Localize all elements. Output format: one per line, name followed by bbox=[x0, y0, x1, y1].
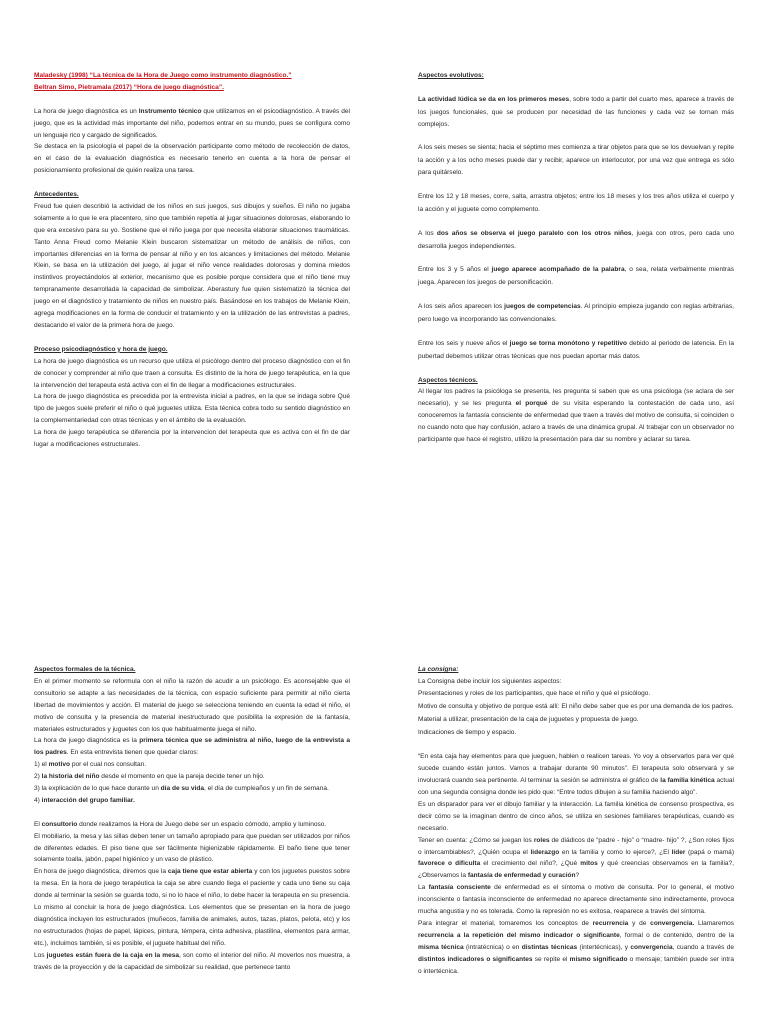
consigna-item-3: Material a utilizar, presentación de la caja de juguetes y propuesta de juego. bbox=[418, 715, 639, 723]
disparador-paragraph: Es un disparador para ver el dibujo familiar y la interacción. La familia kinética de consenso prospectiva, es decir cómo se la imaginan dentro de cinco años, se utiliza en sesiones familiares terapéuticas, cuando es necesario. bbox=[418, 800, 734, 832]
antecedentes-heading: Antecedentes. bbox=[34, 191, 79, 199]
left-top-column bbox=[34, 70, 350, 451]
consigna-item-1: Presentaciones y roles de los participantes, que hace el niño y qué el psicólogo. bbox=[418, 689, 651, 697]
tecnicos-paragraph: Al llegar los padres la psicóloga se presenta, les pregunta si saben que es una psicóloga (se aclara de ser necesario), y se les pregunta el porqué de su visita esperando la contestación de cada uno, así conoceremos la fantasía consciente de enfermedad que traen a través del motivo de consulta, si coinciden o no cuando noto que hay confusión, aclaro a través de una dinámica grupal. Al trabajar con un observador no participante que hace el registro, utilizo la presentación para dar su nombre y aclarar su tarea. bbox=[418, 388, 735, 444]
left-bottom-column bbox=[34, 664, 350, 974]
consigna-intro: La Consigna debe incluir los siguientes aspectos: bbox=[418, 677, 562, 685]
evolutivo-item-4: A los dos años se observa el juego paralelo con los otros niños, juega con otros, pero cada uno desarrolla juegos independientes. bbox=[418, 229, 735, 250]
consultorio-paragraph: El consultorio donde realizamos la Hora de Juego debe ser un espacio cómodo, amplio y luminoso. bbox=[34, 820, 327, 828]
consigna-heading: La consigna: bbox=[418, 666, 459, 673]
formales-paragraph-2: La hora de juego diagnóstica es la primera técnica que se administra al niño, luego de la entrevista a los padres. En esta entrevista tienen que quedar claros: bbox=[34, 737, 350, 757]
tener-en-cuenta-paragraph: Tener en cuenta: ¿Cómo se juegan los roles de diádicos de “padre - hijo” o “madre- hijo” ?, ¿Son roles fijos o intercambiables?, ¿Quién ocupa el liderazgo en la familia y como lo ejerce?, ¿El líder (papá o mamá) favorece o dificulta el crecimiento del niño?, ¿Qué mitos y qué creencias observamos en la familia?, ¿Observamos la fantasía de enfermedad y curación? bbox=[418, 836, 735, 880]
tecnicos-heading: Aspectos técnicos. bbox=[418, 376, 478, 384]
evolutivo-item-7: Entre los seis y nueve años el juego se torna monótono y repetitivo debido al periodo de latencia. En la pubertad debemos utilizar otras técnicas que nos puedan aportar más datos. bbox=[418, 339, 734, 360]
formales-list-3: 3) la explicación de lo que hace durante un día de su vida, el día de cumpleaños y un fin de semana. bbox=[34, 785, 329, 793]
formales-heading: Aspectos formales de la técnica. bbox=[34, 666, 136, 673]
evolutivo-item-6: A los seis años aparecen los juegos de competencias. Al principio empieza jugando con reglas arbitrarias, pero luego va incorporando las convencionales. bbox=[418, 303, 734, 324]
consigna-quote-paragraph: “En esta caja hay elementos para que jueguen, hablen o realicen tareas. Yo voy a observarlos para ver qué sucede cuando están juntos. Vamos a trabajar durante 90 minutos”. El terapeuta solo observará y se involucrará cuando sea pertinente. Al terminar la sesión se administra el gráfico de la familia kinética actual con una segunda consigna donde les pido que: “Entre todos dibujen a su familia haciendo algo”. bbox=[418, 753, 734, 797]
evolutivo-item-1: La actividad lúdica se da en los primeros meses, sobre todo a partir del cuarto mes, aparece a través de los juegos funcionales, que se producen por necesidad de las funciones y cada vez se tornan más complejos. bbox=[418, 95, 734, 128]
formales-list-4: 4) interacción del grupo familiar. bbox=[34, 796, 135, 804]
mobiliario-paragraph: El mobiliario, la mesa y las sillas deben tener un tamaño apropiado para que puedan ser utilizados por niños de diferentes edades. El piso tiene que ser fácilmente higienizable rápidamente. El baño tiene que tener solamente toalla, jabón, papel higiénico y un vaso de plástico. bbox=[34, 832, 350, 864]
right-top-column bbox=[418, 70, 734, 446]
proceso-heading: Proceso psicodiagnóstico y hora de juego. bbox=[34, 345, 168, 353]
intro-paragraph-2: Se destaca en la psicología el papel de la observación participante como método de recolección de datos, en el caso de la evaluación diagnóstica es necesario tenerlo en cuenta a la hora de pensar el posicionamiento profesional de quién realiza una tarea. bbox=[34, 143, 350, 175]
evolutivo-item-3: Entre los 12 y 18 meses, corre, salta, arrastra objetos; entre los 18 meses y los tres años utiliza el cuerpo y la acción y el juguete como complemento. bbox=[418, 193, 734, 213]
right-bottom-column bbox=[418, 664, 734, 978]
proceso-paragraph-3: La hora de juego terapéutica se diferencia por la intervencion del terapeuta que es activa con el fin de dar lugar a modificaciones estructurales. bbox=[34, 429, 350, 449]
formales-list-2: 2) la historia del niño desde el momento en que la pareja decide tener un hijo. bbox=[34, 773, 265, 781]
proceso-paragraph-2: La hora de juego diagnóstica es precedida por la entrevista inicial a padres, en la que se indaga sobre Qué tipo de juegos suele preferir el niño o qué juguetes utiliza. Esta técnica cobra todo su sentido diagnóstico en la complementariedad con otras técnicas y en el ámbito de la evaluación. bbox=[34, 393, 350, 425]
caja-paragraph: En hora de juego diagnóstica, diremos que la caja tiene que estar abierta y con los juguetes puestos sobre la mesa. En la hora de juego terapéutica la caja se abre cuando llega el paciente y cada uno tiene su caja donde al terminar la sesión se guarda todo, si no lo hace el niño, lo debe hacer la terapeuta en su presencia. Lo mismo al concluir la hora de juego diagnóstica. Los elementos que se presentan en la hora de juego diagnóstica incluyen los estructurados (muñecos, familia de animales, autos, tazas, platos, pelota, etc) y los no estructurados (hojas de papel, lápices, pintura, témpera, cinta adhesiva, plastilina, elementos para armar, etc.), incluimos también, si es posible, el juguete habitual del niño. bbox=[34, 868, 350, 947]
evolutivo-item-2: A los seis meses se sienta; hacia el séptimo mes comienza a tirar objetos para que se los devuelvan y repite la acción y a los ocho meses puede dar y recibir, aparece un interlocutor, por una vez que entrega es sólo para quitárselo. bbox=[418, 144, 734, 177]
evolutivo-item-5: Entre los 3 y 5 años el juego aparece acompañado de la palabra, o sea, relata verbalmente mientras juega. Aparecen los juegos de personificación. bbox=[418, 266, 734, 287]
formales-list-1: 1) el motivo por el cual nos consultan. bbox=[34, 761, 147, 769]
intro-paragraph-1: La hora de juego diagnóstica es un Instrumento técnico que utilizamos en el psicodiagnóstico. A través del juego, que es la actividad más importante del niño, podemos entrar en su mundo, pues se configura como un lenguaje rico y cargado de significados. bbox=[34, 107, 350, 139]
antecedentes-paragraph: Freud fue quien describió la actividad de los niños en sus juegos, sus dibujos y sueños. El niño no jugaba solamente a lo que le era placentero, sino que también repetía al jugar situaciones dolorosas, elaborando lo que era excesivo para su yo. Sostiene que el niño juega por que necesita elaborar situaciones traumáticas. Tanto Anna Freud como Melanie Klein buscaron sistematizar un método de análisis de niños, con importantes diferencias en la forma de pensar al niño y en los alcances y limitaciones del método. Melanie Klein, se basa en la utilización del juego, al jugar el niño vence realidades dolorosas y domina miedos instintivos proyectándolos al exterior, mecanismo que es posible porque considera que el niño tiene muy tempranamente desarrollada la capacidad de simbolizar. Aberastury fue quien sistematizó la técnica del juego en el diagnóstico y tratamiento de niños en nuestro país. Basándose en los trabajos de Melanie Klein, agrega modificaciones en la forma de conducir el tratamiento y en la utilización de las entrevistas a padres, destacando el valor de la primera hora de juego. bbox=[34, 202, 350, 329]
integrar-paragraph: Para integrar el material, tomaremos los conceptos de recurrencia y de convergencia. Llamaremos recurrencia a la repetición del mismo indicador o significante, formal o de contenido, dentro de la misma técnica (intratécnica) o en distintas técnicas (intertécnicas), y convergencia, cuando a través de distintos indicadores o significantes se repite el mismo significado o mensaje; también puede ser intra o intertécnica. bbox=[418, 920, 734, 975]
juguetes-paragraph: Los juguetes están fuera de la caja en la mesa, son como el interior del niño. Al moverlos nos muestra, a través de la proyección y de la capacidad de simbolizar su realidad, que pertenece tanto bbox=[34, 951, 350, 971]
proceso-paragraph-1: La hora de juego diagnóstica es un recurso que utiliza el psicólogo dentro del proceso diagnóstico con el fin de conocer y comprender al niño que traen a consulta. Es distinto de la hora de juego terapéutica, en la que la intervención del terapeuta está activa con el fin de llegar a modificaciones estructurales. bbox=[34, 357, 350, 389]
consigna-item-4: Indicaciones de tiempo y espacio. bbox=[418, 728, 517, 736]
evolutivos-heading: Aspectos evolutivos: bbox=[418, 72, 484, 79]
consigna-item-2: Motivo de consulta y objetivo de porque está allí: El niño debe saber que es por una demanda de los padres. bbox=[418, 702, 734, 710]
formales-paragraph-1: En el primer momento se reformula con el niño la razón de acudir a un psicólogo. Es aconsejable que el consultorio se adapte a las necesidades de la técnica, con espacio suficiente para permitir al niño cierta libertad de movimientos y acción. El material de juego se selecciona teniendo en cuenta la edad el niño, el motivo de consulta y la presencia de material inestructurado que posibilita la expresión de la fantasía, materiales estructurados y juguetes con los que habitualmente juega el niño. bbox=[34, 677, 350, 733]
fantasia-paragraph: La fantasía consciente de enfermedad es el síntoma o motivo de consulta. Por lo general, el motivo inconsciente o fantasía inconsciente de enfermedad no aparece directamente sino indirectamente, provoca mucha angustia y no es tolerada. Como la represión no es exitosa, reaparece a través del síntoma. bbox=[418, 884, 735, 916]
reference-beltran: Beltran Simo, Pietramala (2017) “Hora de juego diagnóstica”. bbox=[34, 83, 224, 91]
reference-maladesky: Maladesky (1998) “La técnica de la Hora de Juego como instrumento diagnóstico.” bbox=[34, 72, 292, 79]
